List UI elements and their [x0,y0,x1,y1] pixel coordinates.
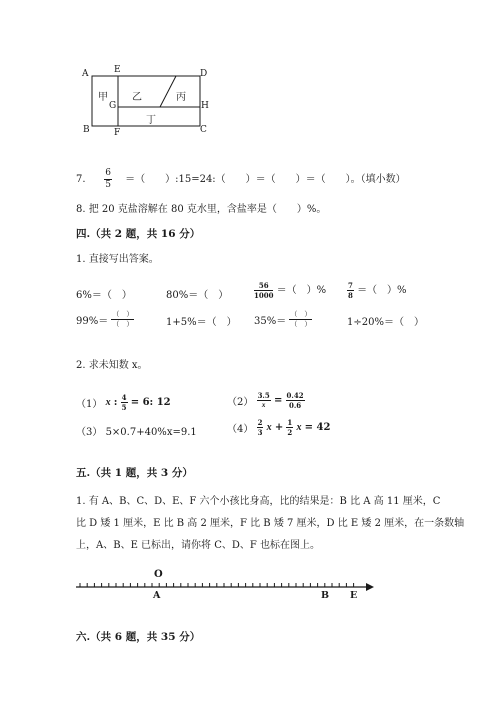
answer-56-over-1000 [254,281,326,299]
region-label-yi: 乙 [132,92,142,103]
point-a-label: A [153,590,161,601]
vertex-label-b: B [83,125,90,135]
rectangle-figure [78,64,218,140]
q5-1-line1: 1. 有 A、B、C、D、E、F 六个小孩比身高，比的结果是：B 比 A 高 11 厘米，C [76,496,441,507]
eq2-tag: （2） [227,397,254,408]
equation-1 [76,394,171,411]
vertex-label-h: H [201,101,209,111]
answer-7-rest: ＝（ ）% [357,285,407,296]
question-7-number: 7. [76,174,86,185]
answer-80-percent: 80%＝（ ） [166,290,229,301]
question-8: 8. 把 20 克盐溶解在 80 克水里，含盐率是（ ）%。 [76,204,327,215]
section-4-title: 四.（共 2 题，共 16 分） [76,228,201,240]
frac-blank-num-2: （ ） [290,310,312,318]
question-7-fraction [104,169,112,190]
vertex-label-d: D [200,69,208,79]
question-7-text: ＝（ ）:15=24:（ ）＝（ ）＝（ ）。（填小数） [125,174,406,185]
answer-99-pre: 99%＝ [76,316,109,327]
q4-2-label: 2. 求未知数 x。 [76,360,148,371]
vertex-label-e: E [114,65,121,75]
q5-1-line2: 比 D 矮 1 厘米，E 比 B 高 2 厘米，F 比 B 矮 7 厘米，D 比 E 矮 2 厘米，在一条数轴 [76,518,465,529]
eq2-frac2-num: 0.42 [286,391,304,400]
eq1-x: x [105,397,111,408]
eq3-text: 5×0.7+40%x=9.1 [105,427,197,438]
section-5-title: 五.（共 1 题，共 3 分） [76,467,193,479]
origin-label: O [154,569,163,580]
number-line [70,568,380,608]
answer-56-rest: ＝（ ）% [276,285,327,296]
number-line-drawing [70,568,380,608]
answer-1-div-20-percent: 1÷20%＝（ ） [347,317,424,328]
equation-2 [227,392,305,409]
point-b-label: B [321,590,330,601]
answer-1-plus-5-percent: 1+5%＝（ ） [166,317,237,328]
eq1-rest: = 6: 12 [130,397,171,408]
region-label-ding: 丁 [146,115,156,126]
eq4-tag: （4） [227,424,254,435]
eq2-frac2-den: 0.6 [288,401,302,410]
frac-7: 7 [348,281,353,290]
point-e-label: E [350,590,358,601]
eq1-frac-den: 5 [121,403,127,412]
frac-8: 8 [348,291,353,300]
question-7 [76,169,406,190]
q4-1-label: 1. 直接写出答案。 [76,254,159,265]
section-6-title: 六.（共 6 题，共 35 分） [76,631,201,643]
vertex-label-c: C [200,125,207,135]
eq2-eq: = [273,395,283,406]
eq1-tag: （1） [76,399,103,410]
frac-blank-den-1: （ ） [112,320,134,328]
eq2-frac1-num: 3.5 [257,391,270,400]
frac-56: 56 [254,282,273,291]
eq4-frac2-den: 2 [287,428,293,437]
vertex-label-f: F [114,128,121,138]
answer-7-over-8 [347,281,407,299]
vertex-label-g: G [109,101,117,111]
eq4-frac2-num: 1 [287,418,293,427]
eq1-frac-num: 4 [121,393,127,402]
vertex-label-a: A [82,69,89,79]
q7-frac-num: 6 [105,168,111,178]
eq4-x2: x [296,422,302,433]
eq4-plus: + [274,422,284,433]
answer-35-pre: 35%＝ [254,316,287,327]
frac-1000: 1000 [254,291,274,300]
q5-1-line3: 上，A、B、E 已标出，请你将 C、D、F 也标在图上。 [76,540,321,551]
arrow-icon [366,583,374,591]
answer-6-percent: 6%＝（ ） [76,290,132,301]
eq4-rest: = 42 [304,422,331,433]
answer-99-percent [76,311,134,328]
q7-frac-den: 5 [105,180,111,190]
eq4-frac1-num: 2 [257,418,263,427]
eq2-frac1-den: x [261,401,266,409]
eq4-x1: x [266,422,272,433]
equation-3 [76,423,197,438]
region-label-jia: 甲 [98,92,108,103]
frac-blank-den-2: （ ） [290,320,312,328]
eq1-colon: : [113,397,118,408]
region-label-bing: 丙 [176,92,186,103]
answer-35-percent [254,311,312,328]
eq4-frac1-den: 3 [257,428,263,437]
frac-blank-num-1: （ ） [112,310,134,318]
equation-4 [227,419,330,436]
eq3-tag: （3） [76,427,103,438]
